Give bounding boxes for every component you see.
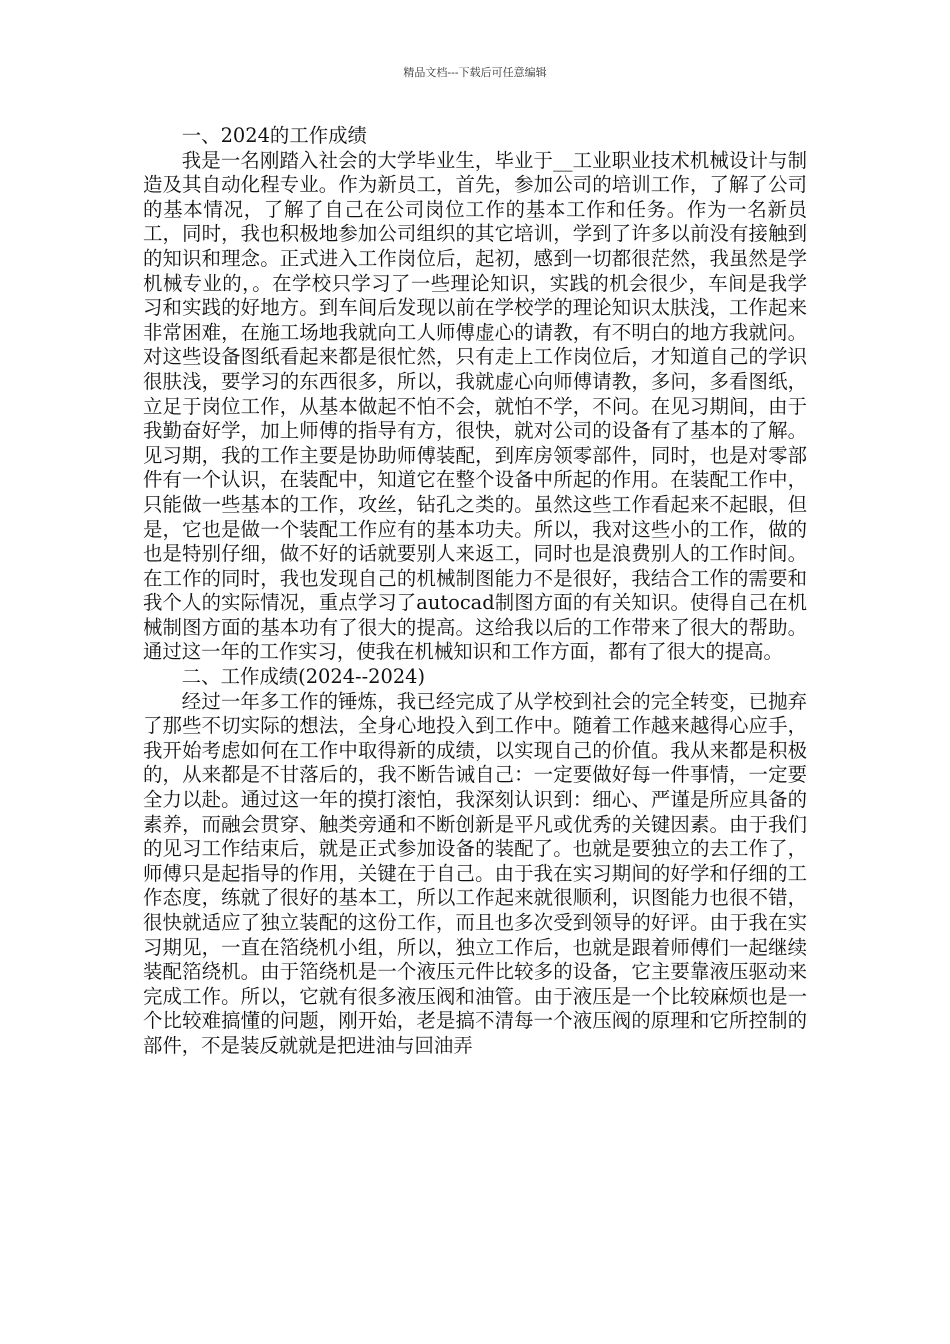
section-heading-2: 二、工作成绩(2024--2024) [181, 665, 426, 689]
document-body [143, 124, 807, 1059]
page-header: 精品文档---下载后可任意编辑 [403, 66, 547, 79]
section-heading-1: 一、2024的工作成绩 [181, 124, 367, 147]
section-paragraph-2: 经过一年多工作的锤炼，我已经完成了从学校到社会的完全转变，已抛弃了那些不切实际的想法，全身心地投入到工作中。随着工作越来越得心应手，我开始考虑如何在工作中取得新的成绩，以实现自己的价值。我从来都是积极的，从来都是不甘落后的，我不断告诫自己：一定要做好每一件事情，一定要全力以赴。通过这一年的摸打滚怕，我深刻认识到：细心、严谨是所应具备的素养，而融会贯穿、触类旁通和不断创新是平凡或优秀的关键因素。由于我们的见习工作结束后，就是正式参加设备的装配了。也就是要独立的去工作了，师傅只是起指导的作用，关键在于自己。由于我在实习期间的好学和仔细的工作态度，练就了很好的基本工，所以工作起来就很顺利，识图能力也很不错，很快就适应了独立装配的这份工作，而且也多次受到领导的好评。由于我在实习期见，一直在箔绕机小组，所以，独立工作后，也就是跟着师傅们一起继续装配箔绕机。由于箔绕机是一个液压元件比较多的设备，它主要靠液压驱动来完成工作。所以，它就有很多液压阀和油管。由于液压是一个比较麻烦也是一个比较难搞懂的问题，刚开始，老是搞不清每一个液压阀的原理和它所控制的部件，不是装反就就是把进油与回油弄 [143, 689, 807, 1057]
section-paragraph-1: 我是一名刚踏入社会的大学毕业生，毕业于__工业职业技术机械设计与制造及其自动化程专业。作为新员工，首先，参加公司的培训工作，了解了公司的基本情况，了解了自己在公司岗位工作的基本工作和任务。作为一名新员工，同时，我也积极地参加公司组织的其它培训，学到了许多以前没有接触到的知识和理念。正式进入工作岗位后，起初，感到一切都很茫然，我虽然是学机械专业的，。在学校只学习了一些理论知识，实践的机会很少，车间是我学习和实践的好地方。到车间后发现以前在学校学的理论知识太肤浅，工作起来非常困难，在施工场地我就向工人师傅虚心的请教，有不明白的地方我就问。对这些设备图纸看起来都是很忙然，只有走上工作岗位后，才知道自己的学识很肤浅，要学习的东西很多，所以，我就虚心向师傅请教，多问，多看图纸，立足于岗位工作，从基本做起不怕不会，就怕不学，不问。在见习期间，由于我勤奋好学，加上师傅的指导有方，很快，就对公司的设备有了基本的了解。见习期，我的工作主要是协助师傅装配，到库房领零部件，同时，也是对零部件有一个认识，在装配中，知道它在整个设备中所起的作用。在装配工作中，只能做一些基本的工作，攻丝，钻孔之类的。虽然这些工作看起来不起眼，但是，它也是做一个装配工作应有的基本功夫。所以，我对这些小的工作，做的也是特别仔细，做不好的话就要别人来返工，同时也是浪费别人的工作时间。在工作的同时，我也发现自己的机械制图能力不是很好，我结合工作的需要和我个人的实际情况，重点学习了autocad制图方面的有关知识。使得自己在机械制图方面的基本功有了很大的提高。这给我以后的工作带来了很大的帮助。通过这一年的工作实习，使我在机械知识和工作方面，都有了很大的提高。 [143, 148, 807, 664]
